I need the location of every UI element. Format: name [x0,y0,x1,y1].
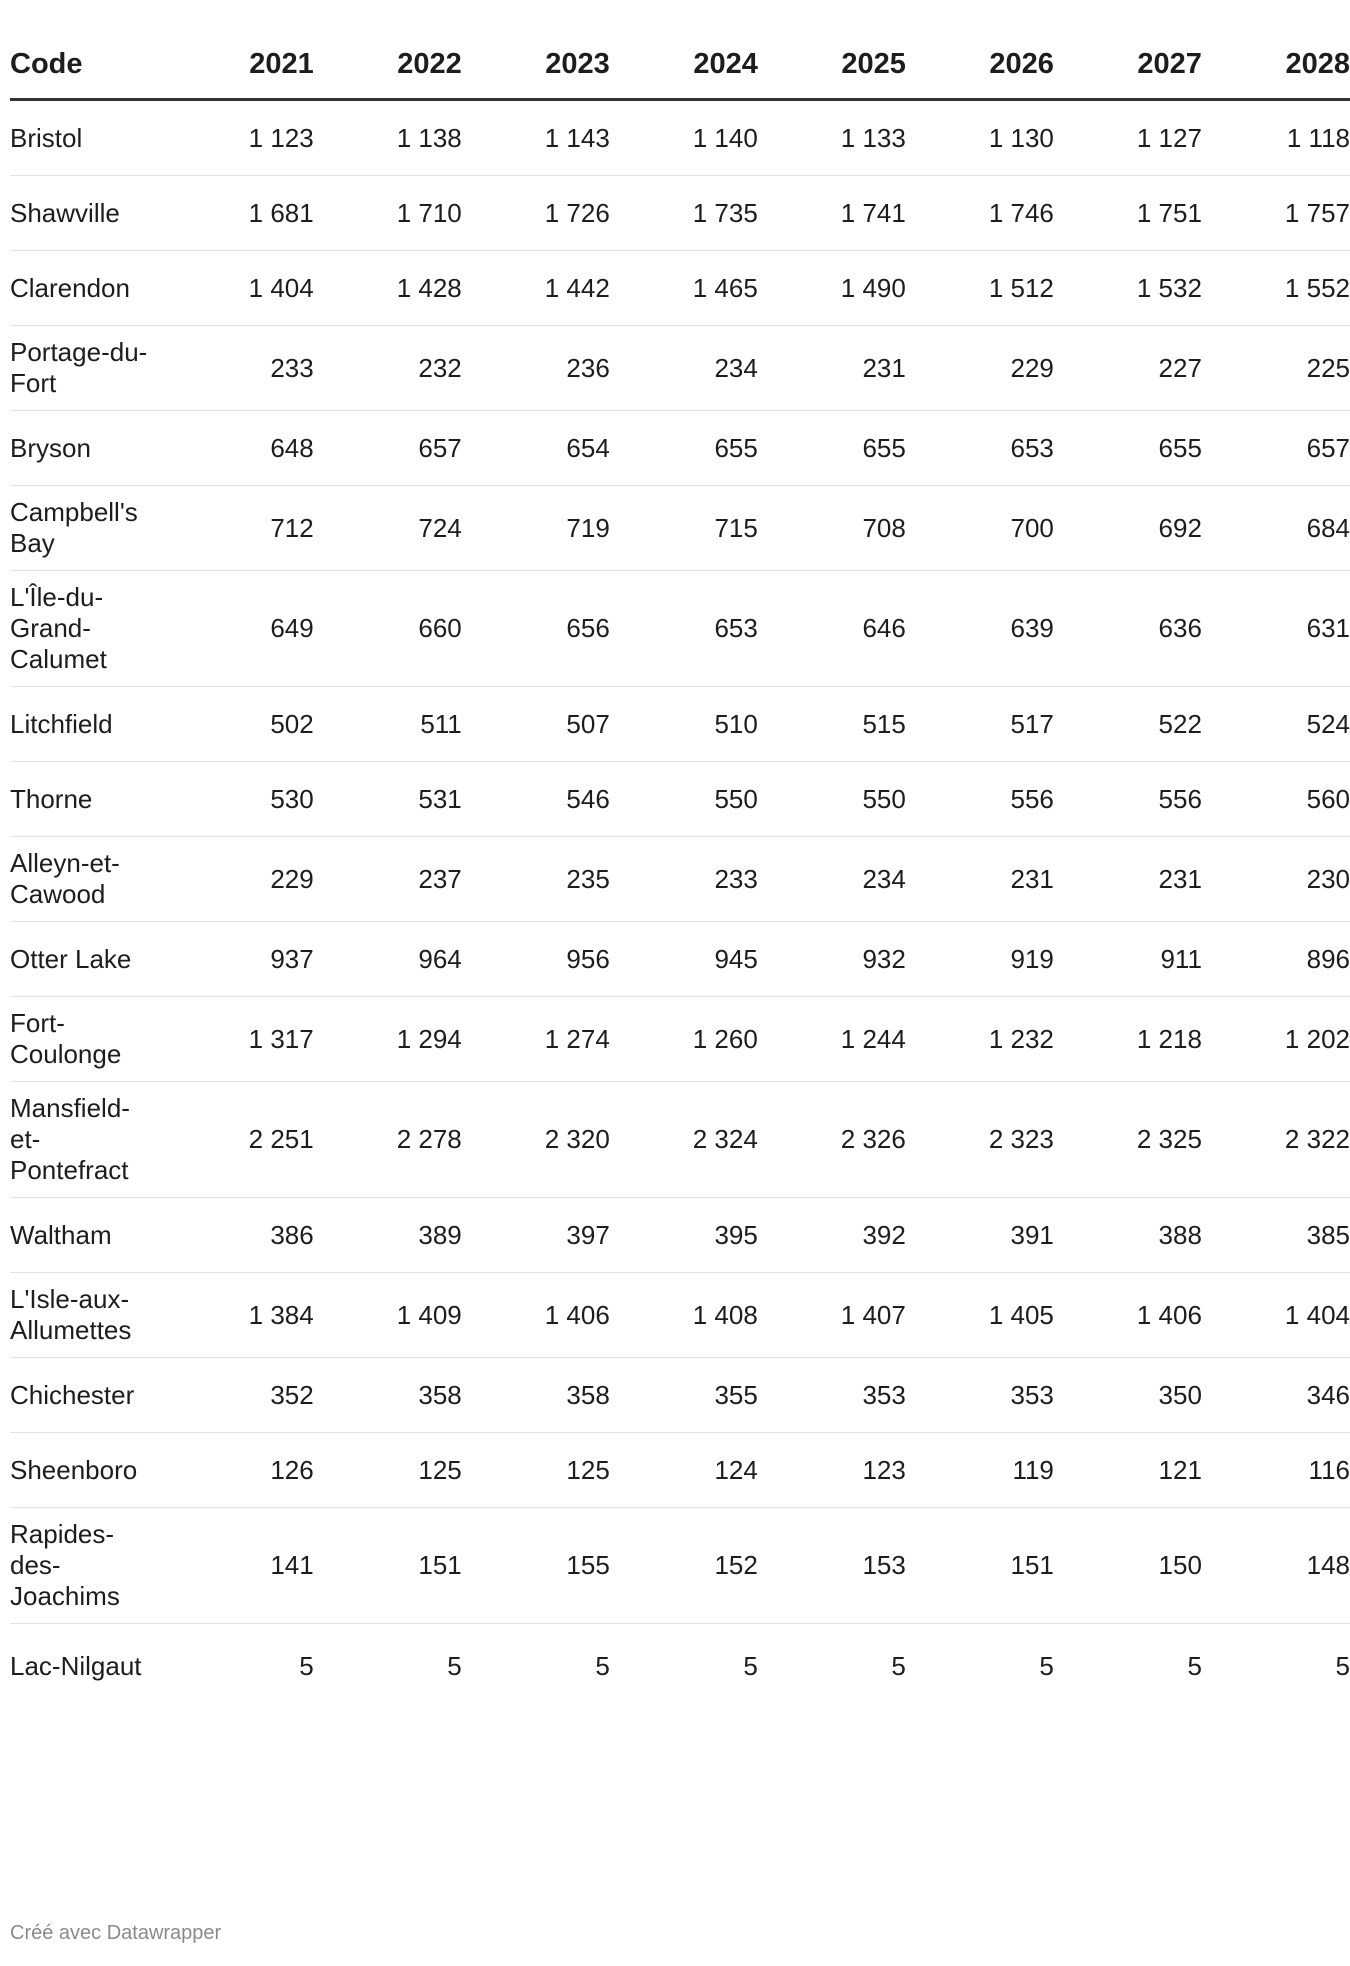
table-cell: 151 [314,1508,462,1624]
table-cell: 2 278 [314,1082,462,1198]
row-label: Bryson [10,411,166,486]
table-cell: 151 [906,1508,1054,1624]
table-cell: 510 [610,687,758,762]
table-cell: 5 [447,1650,462,1681]
table-cell: 1 118 [1202,100,1350,176]
table-row [10,1198,1350,1273]
table-row [10,1273,1350,1358]
table-row [10,837,1350,922]
table-cell: 1 757 [1202,176,1350,251]
table-cell: 1 406 [462,1273,610,1358]
table-cell: 692 [1054,486,1202,571]
table-cell: 556 [906,762,1054,837]
table-cell: 1 406 [1054,1273,1202,1358]
table-cell: 724 [314,486,462,571]
table-cell: 125 [314,1433,462,1508]
table-cell: 712 [166,486,314,571]
table-cell: 550 [610,762,758,837]
column-header-2027: 2027 [1054,30,1202,100]
row-label: Bristol [10,100,166,176]
table-cell: 150 [1054,1508,1202,1624]
table-cell: 1 404 [1202,1273,1350,1358]
table-cell: 1 202 [1202,997,1350,1082]
table-cell: 654 [462,411,610,486]
table-cell: 945 [610,922,758,997]
row-label: Campbell's Bay [10,486,166,571]
table-cell: 1 317 [166,997,314,1082]
table-cell: 5 [891,1650,906,1681]
table-cell: 531 [314,762,462,837]
table-row [10,687,1350,762]
table-cell: 230 [1202,837,1350,922]
table-cell: 236 [462,326,610,411]
table-cell: 560 [1202,762,1350,837]
table-header [10,30,1350,100]
column-header-2026: 2026 [906,30,1054,100]
table-cell: 1 746 [906,176,1054,251]
table-cell: 657 [314,411,462,486]
table-cell: 653 [610,571,758,687]
table-cell: 655 [758,411,906,486]
table-cell: 1 232 [906,997,1054,1082]
table-cell: 2 326 [758,1082,906,1198]
header-row [10,30,1350,100]
row-label: Fort-Coulonge [10,997,166,1082]
table-cell: 524 [1202,687,1350,762]
column-header-2023: 2023 [462,30,610,100]
table-cell: 152 [610,1508,758,1624]
table-cell: 649 [166,571,314,687]
table-cell: 353 [758,1358,906,1433]
table-cell: 656 [462,571,610,687]
table-cell: 655 [610,411,758,486]
column-header-2024: 2024 [610,30,758,100]
table-cell: 546 [462,762,610,837]
table-cell: 235 [462,837,610,922]
table-cell: 896 [1202,922,1350,997]
table-cell: 1 532 [1054,251,1202,326]
table-cell: 229 [906,326,1054,411]
table-cell: 234 [610,326,758,411]
table-cell: 5 [595,1650,610,1681]
table-row [10,1082,1350,1198]
table-row [10,762,1350,837]
row-label: Portage-du-Fort [10,326,166,411]
column-header-code: Code [10,30,166,100]
table-row [10,411,1350,486]
table-cell: 2 320 [462,1082,610,1198]
table-cell: 397 [462,1198,610,1273]
table-cell: 358 [314,1358,462,1433]
table-cell: 2 324 [610,1082,758,1198]
table-row [10,922,1350,997]
table-cell: 964 [314,922,462,997]
table-cell: 660 [314,571,462,687]
table-cell: 657 [1202,411,1350,486]
population-table [10,30,1350,1708]
table-row [10,1433,1350,1508]
table-cell: 5 [1187,1650,1202,1681]
table-cell: 153 [758,1508,906,1624]
table-row [10,571,1350,687]
row-label: Clarendon [10,251,166,326]
table-cell: 719 [462,486,610,571]
row-label: Shawville [10,176,166,251]
table-row [10,251,1350,326]
table-cell: 225 [1202,326,1350,411]
table-cell: 385 [1202,1198,1350,1273]
table-cell: 1 465 [610,251,758,326]
table-row [10,486,1350,571]
table-cell: 353 [906,1358,1054,1433]
table-cell: 1 409 [314,1273,462,1358]
column-header-2025: 2025 [758,30,906,100]
table-cell: 556 [1054,762,1202,837]
column-header-2022: 2022 [314,30,462,100]
table-cell: 1 408 [610,1273,758,1358]
table-cell: 1 751 [1054,176,1202,251]
table-cell: 1 140 [610,100,758,176]
table-cell: 2 325 [1054,1082,1202,1198]
table-cell: 1 735 [610,176,758,251]
table-cell: 233 [166,326,314,411]
table-cell: 233 [610,837,758,922]
table-cell: 392 [758,1198,906,1273]
table-cell: 1 143 [462,100,610,176]
table-cell: 5 [1039,1650,1054,1681]
table-cell: 1 274 [462,997,610,1082]
table-cell: 5 [743,1650,758,1681]
table-cell: 1 130 [906,100,1054,176]
table-cell: 956 [462,922,610,997]
table-cell: 1 260 [610,997,758,1082]
table-cell: 715 [610,486,758,571]
table-cell: 2 323 [906,1082,1054,1198]
table-cell: 1 127 [1054,100,1202,176]
table-cell: 1 407 [758,1273,906,1358]
table-row [10,1624,1350,1709]
table-cell: 116 [1202,1433,1350,1508]
table-body [10,100,1350,1709]
table-cell: 1 244 [758,997,906,1082]
table-cell: 229 [166,837,314,922]
table-cell: 231 [906,837,1054,922]
table-cell: 507 [462,687,610,762]
table-cell: 121 [1054,1433,1202,1508]
table-cell: 358 [462,1358,610,1433]
table-cell: 1 741 [758,176,906,251]
row-label: L'Isle-aux-Allumettes [10,1273,166,1358]
table-cell: 346 [1202,1358,1350,1433]
table-cell: 395 [610,1198,758,1273]
column-header-2021: 2021 [166,30,314,100]
row-label: Mansfield-et-Pontefract [10,1082,166,1198]
table-cell: 391 [906,1198,1054,1273]
row-label: Thorne [10,762,166,837]
table-cell: 639 [906,571,1054,687]
row-label: Sheenboro [10,1433,166,1508]
table-cell: 124 [610,1433,758,1508]
table-cell: 355 [610,1358,758,1433]
table-cell: 515 [758,687,906,762]
table-cell: 631 [1202,571,1350,687]
table-cell: 227 [1054,326,1202,411]
table-row [10,997,1350,1082]
table-cell: 125 [462,1433,610,1508]
table-cell: 1 490 [758,251,906,326]
table-cell: 522 [1054,687,1202,762]
table-row [10,100,1350,176]
table-cell: 389 [314,1198,462,1273]
table-cell: 636 [1054,571,1202,687]
table-row [10,1358,1350,1433]
table-cell: 653 [906,411,1054,486]
row-label: Lac-Nilgaut [10,1650,142,1681]
table-cell: 1 405 [906,1273,1054,1358]
table-cell: 237 [314,837,462,922]
table-cell: 5 [299,1650,314,1681]
table-cell: 232 [314,326,462,411]
table-cell: 123 [758,1433,906,1508]
table-cell: 126 [166,1433,314,1508]
table-cell: 2 251 [166,1082,314,1198]
table-cell: 550 [758,762,906,837]
table-cell: 655 [1054,411,1202,486]
table-cell: 386 [166,1198,314,1273]
table-cell: 155 [462,1508,610,1624]
table-cell: 932 [758,922,906,997]
data-table-container [10,30,1350,1708]
table-cell: 1 123 [166,100,314,176]
table-cell: 1 710 [314,176,462,251]
row-label: Chichester [10,1358,166,1433]
table-cell: 530 [166,762,314,837]
table-cell: 1 133 [758,100,906,176]
row-label: L'Île-du-Grand-Calumet [10,571,166,687]
table-cell: 5 [1335,1650,1350,1681]
table-cell: 141 [166,1508,314,1624]
table-cell: 231 [1054,837,1202,922]
table-cell: 511 [314,687,462,762]
table-cell: 646 [758,571,906,687]
table-cell: 1 138 [314,100,462,176]
table-cell: 1 442 [462,251,610,326]
table-cell: 234 [758,837,906,922]
table-cell: 388 [1054,1198,1202,1273]
table-cell: 1 294 [314,997,462,1082]
table-cell: 937 [166,922,314,997]
table-cell: 231 [758,326,906,411]
table-cell: 919 [906,922,1054,997]
table-cell: 648 [166,411,314,486]
row-label: Waltham [10,1198,166,1273]
footer-credit: Créé avec Datawrapper [10,1922,222,1944]
table-row [10,1508,1350,1624]
table-cell: 1 218 [1054,997,1202,1082]
table-cell: 1 384 [166,1273,314,1358]
row-label: Alleyn-et-Cawood [10,837,166,922]
row-label: Litchfield [10,687,166,762]
table-cell: 2 322 [1202,1082,1350,1198]
table-cell: 1 726 [462,176,610,251]
table-cell: 1 512 [906,251,1054,326]
table-cell: 1 404 [166,251,314,326]
table-cell: 119 [906,1433,1054,1508]
table-cell: 700 [906,486,1054,571]
table-cell: 350 [1054,1358,1202,1433]
table-cell: 1 681 [166,176,314,251]
column-header-2028: 2028 [1202,30,1350,100]
table-cell: 1 552 [1202,251,1350,326]
table-row [10,176,1350,251]
row-label: Rapides-des-Joachims [10,1508,166,1624]
table-cell: 517 [906,687,1054,762]
table-cell: 148 [1202,1508,1350,1624]
table-cell: 352 [166,1358,314,1433]
row-label: Otter Lake [10,922,166,997]
table-row [10,326,1350,411]
table-cell: 502 [166,687,314,762]
table-cell: 1 428 [314,251,462,326]
table-cell: 911 [1054,922,1202,997]
table-cell: 708 [758,486,906,571]
table-cell: 684 [1202,486,1350,571]
